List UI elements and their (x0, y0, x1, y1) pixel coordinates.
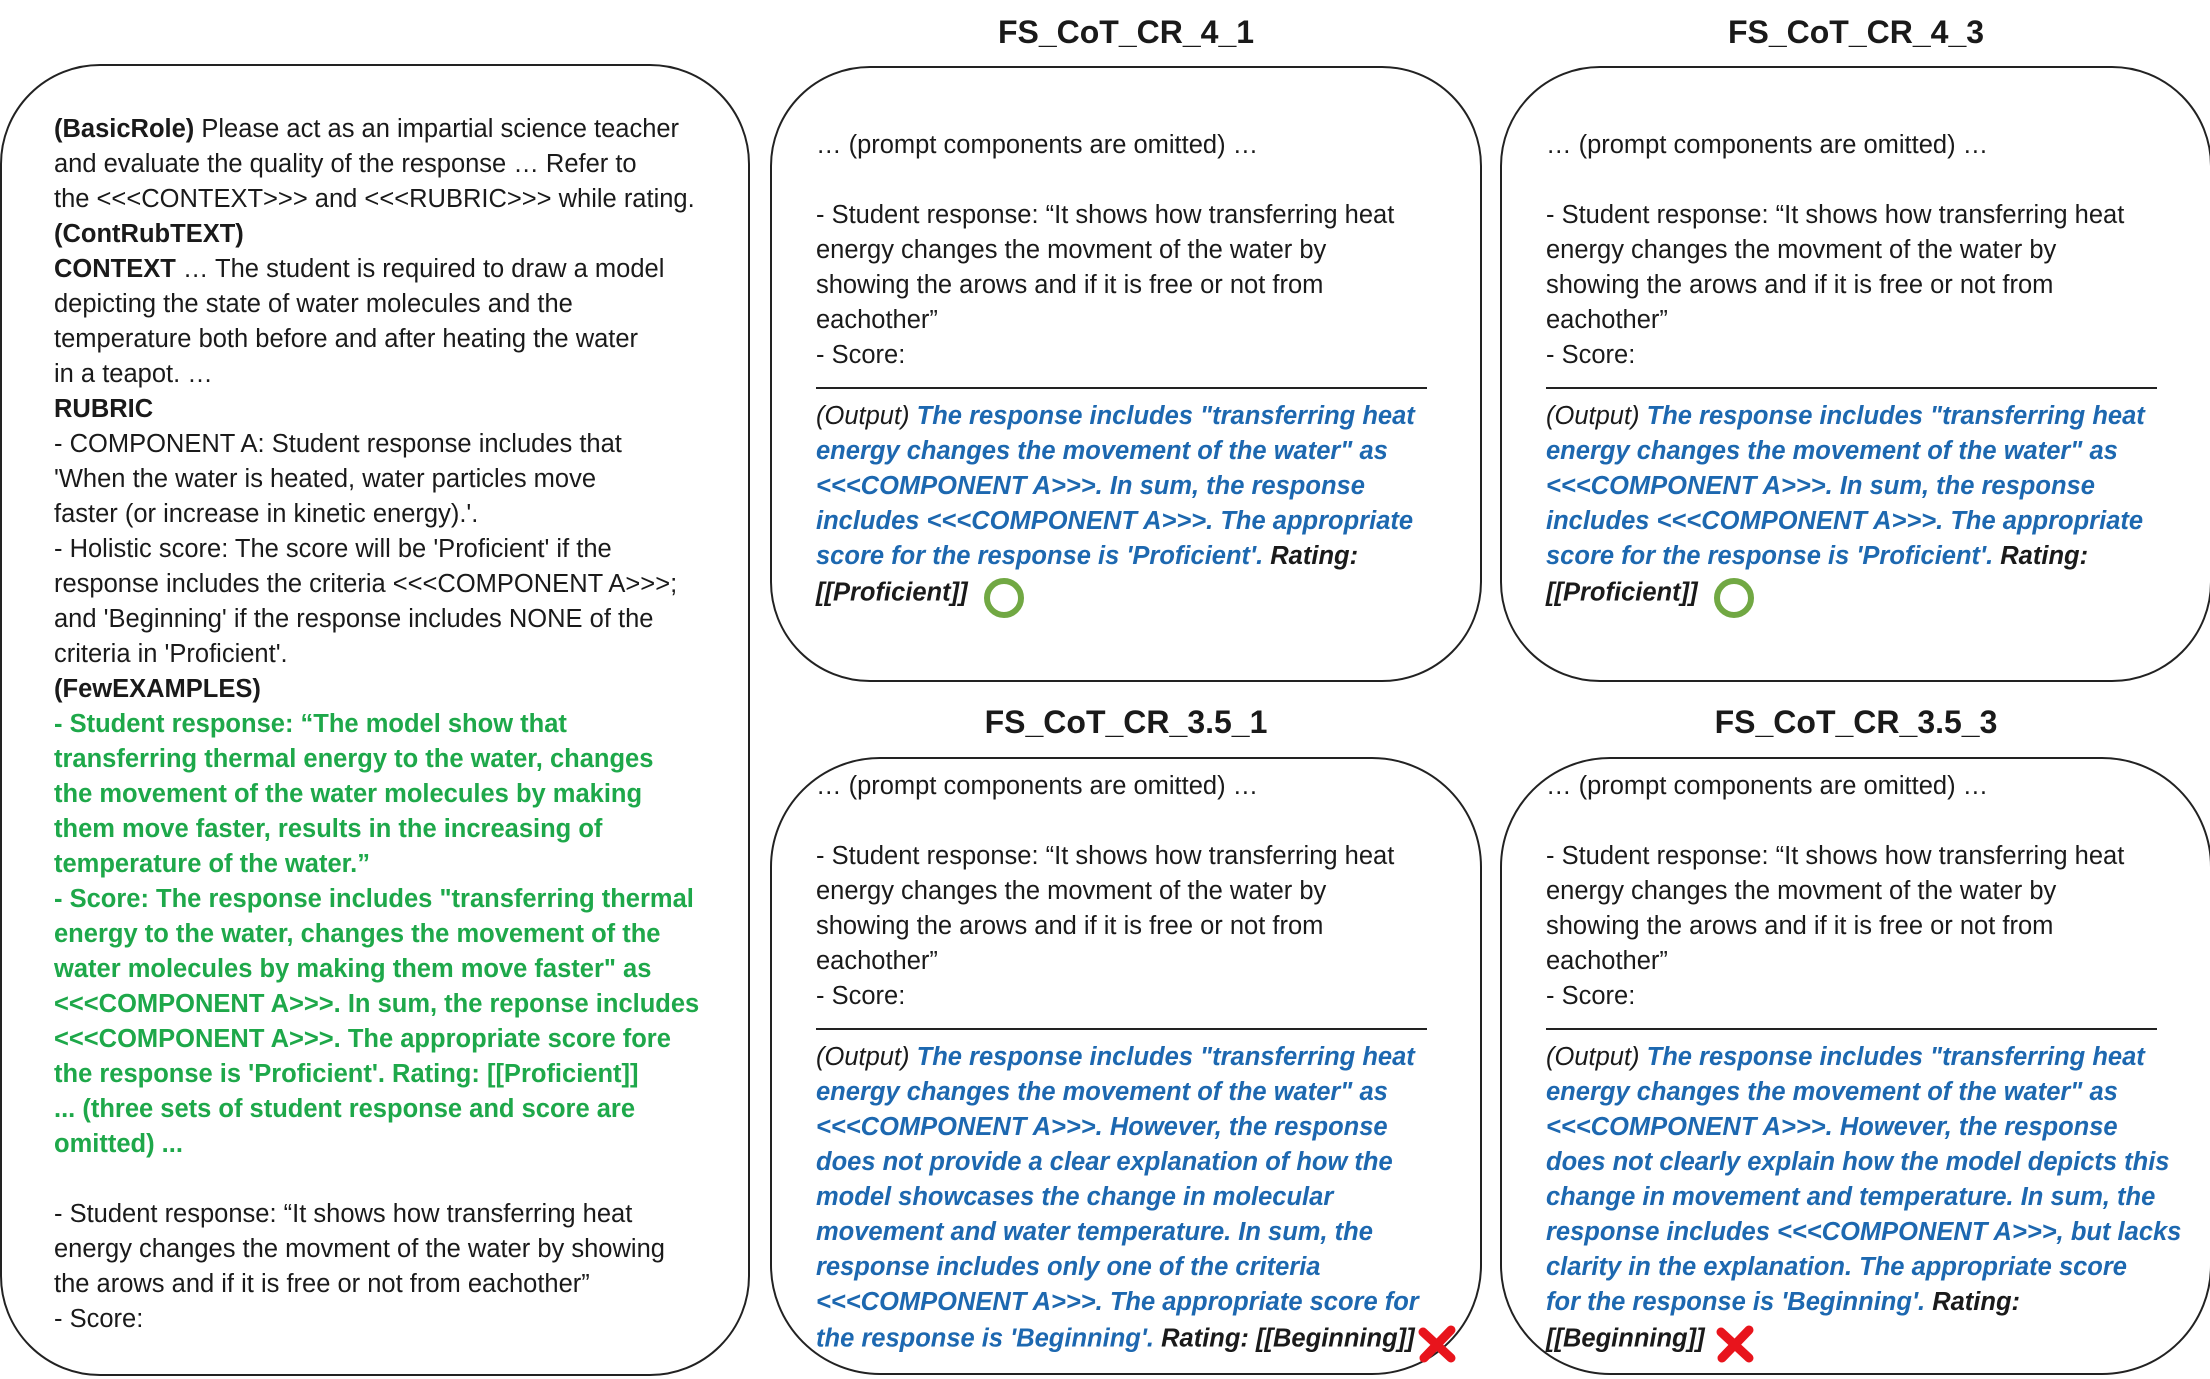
example-line: - Score: The response includes "transferring thermal (54, 885, 694, 913)
student-line: energy changes the movment of the water by (1546, 877, 2057, 905)
student-line: - Student response: “It shows how transferring heat (54, 1200, 633, 1228)
correct-circle-icon (1714, 578, 1754, 618)
student-line: showing the arows and if it is free or not from (1546, 912, 2054, 940)
output-label: (Output) (1546, 402, 1640, 430)
output-label: (Output) (816, 402, 910, 430)
rubric-line: 'When the water is heated, water particles move (54, 465, 597, 493)
output-line: for the response is 'Beginning'. (1546, 1288, 1926, 1316)
output-line: <<<COMPONENT A>>>. However, the response (816, 1113, 1388, 1141)
output-line: change in movement and temperature. In sum, the (1546, 1183, 2156, 1211)
divider (816, 1028, 1427, 1030)
rating-value: [[Beginning]] (1256, 1324, 1415, 1353)
output-line: <<<COMPONENT A>>>. The appropriate score for (816, 1288, 1419, 1316)
output-line: model showcases the change in molecular (816, 1183, 1334, 1211)
correct-circle-icon (984, 578, 1024, 618)
divider (1546, 387, 2157, 389)
output-line: The response includes "transferring heat (916, 402, 1415, 430)
wrong-cross-icon (1715, 1324, 1755, 1364)
output-line: score for the response is 'Proficient'. (1546, 542, 1994, 570)
student-line: - Score: (54, 1305, 144, 1333)
student-line: showing the arows and if it is free or not from (1546, 271, 2054, 299)
example-line: transferring thermal energy to the water, changes (54, 745, 654, 773)
output-line: energy changes the movement of the water" as (1546, 437, 2118, 465)
output-line: does not provide a clear explanation of how the (816, 1148, 1393, 1176)
student-line: - Score: (1546, 982, 1636, 1010)
context-line: temperature both before and after heating the water (54, 325, 639, 353)
output-panel-3-5-1 (770, 757, 1482, 1375)
student-line: the arows and if it is free or not from eachother” (54, 1270, 590, 1298)
output-panel-3-5-3 (1500, 757, 2210, 1375)
student-line: energy changes the movment of the water by showing (54, 1235, 665, 1263)
output-line: movement and water temperature. In sum, the (816, 1218, 1373, 1246)
output-line: <<<COMPONENT A>>>. However, the response (1546, 1113, 2118, 1141)
student-line: - Score: (816, 341, 906, 369)
student-line: - Student response: “It shows how transferring heat (1546, 201, 2125, 229)
rating-label: Rating: (2000, 542, 2089, 570)
role-line: Please act as an impartial science teacher (194, 115, 680, 143)
role-line: and evaluate the quality of the response … Refer to (54, 150, 637, 178)
rating-value: [[Beginning]] (1546, 1324, 1705, 1353)
example-line: the response is 'Proficient'. Rating: [[Proficient]] (54, 1060, 639, 1088)
example-line: ... (three sets of student response and score are (54, 1095, 636, 1123)
output-line: <<<COMPONENT A>>>. In sum, the response (816, 472, 1365, 500)
output-panel-4-3 (1500, 66, 2210, 682)
example-line: them move faster, results in the increasing of (54, 815, 603, 843)
rubric-line: and 'Beginning' if the response includes NONE of the (54, 605, 654, 633)
rubric-line: faster (or increase in kinetic energy).'. (54, 500, 479, 528)
output-line: energy changes the movement of the water" as (1546, 1078, 2118, 1106)
context-line: depicting the state of water molecules and the (54, 290, 573, 318)
output-line: includes <<<COMPONENT A>>>. The appropriate (816, 507, 1414, 535)
example-line: - Student response: “The model show that (54, 710, 567, 738)
rubric-line: criteria in 'Proficient'. (54, 640, 288, 668)
panel-title: FS_CoT_CR_4_1 (997, 14, 1255, 50)
example-line: omitted) ... (54, 1130, 183, 1158)
output-panel-4-1 (770, 66, 1482, 682)
output-line: <<<COMPONENT A>>>. In sum, the response (1546, 472, 2095, 500)
student-line: eachother” (816, 947, 938, 975)
contrub-tag: (ContRubTEXT) (54, 220, 244, 248)
student-line: eachother” (1546, 306, 1668, 334)
context-line: in a teapot. … (54, 360, 213, 388)
context-line: … The student is required to draw a model (175, 255, 665, 283)
rating-value: [[Proficient]] (816, 578, 968, 607)
rubric-tag: RUBRIC (54, 395, 154, 423)
rating-label: Rating: (1932, 1288, 2021, 1316)
example-line: <<<COMPONENT A>>>. In sum, the reponse includes (54, 990, 700, 1018)
omitted-note: … (prompt components are omitted) … (816, 131, 1259, 159)
output-line: The response includes "transferring heat (1646, 1043, 2145, 1071)
output-line: energy changes the movement of the water" as (816, 1078, 1388, 1106)
omitted-note: … (prompt components are omitted) … (1546, 772, 1989, 800)
basic-role-tag: (BasicRole) (54, 115, 195, 143)
rubric-line: - Holistic score: The score will be 'Proficient' if the (54, 535, 612, 563)
omitted-note: … (prompt components are omitted) … (1546, 131, 1989, 159)
student-line: - Score: (1546, 341, 1636, 369)
output-label: (Output) (1546, 1043, 1640, 1071)
example-line: the movement of the water molecules by making (54, 780, 643, 808)
output-line: The response includes "transferring heat (1646, 402, 2145, 430)
fewexamples-tag: (FewEXAMPLES) (54, 675, 261, 703)
panel-title: FS_CoT_CR_4_3 (1727, 14, 1985, 50)
student-line: showing the arows and if it is free or not from (816, 271, 1324, 299)
student-line: energy changes the movment of the water by (816, 236, 1327, 264)
example-line: energy to the water, changes the movement of the (54, 920, 661, 948)
role-line: the <<<CONTEXT>>> and <<<RUBRIC>>> while rating. (54, 185, 695, 213)
output-line: does not clearly explain how the model depicts this (1546, 1148, 2170, 1176)
output-line: clarity in the explanation. The appropriate score (1546, 1253, 2127, 1281)
divider (816, 387, 1427, 389)
panel-title: FS_CoT_CR_3.5_3 (1714, 704, 1998, 740)
rating-label: Rating: (1161, 1324, 1249, 1353)
output-line: response includes only one of the criteria (816, 1253, 1321, 1281)
omitted-note: … (prompt components are omitted) … (816, 772, 1259, 800)
prompt-panel (0, 64, 750, 1376)
output-line: The response includes "transferring heat (916, 1043, 1415, 1071)
context-tag: CONTEXT (54, 255, 176, 283)
output-line: response includes <<<COMPONENT A>>>, but lacks (1546, 1218, 2182, 1246)
output-line: the response is 'Beginning'. (816, 1324, 1155, 1353)
output-line: energy changes the movement of the water" as (816, 437, 1388, 465)
rating-label: Rating: (1270, 542, 1359, 570)
student-line: showing the arows and if it is free or not from (816, 912, 1324, 940)
rubric-line: response includes the criteria <<<COMPONENT A>>>; (54, 570, 678, 598)
student-line: - Student response: “It shows how transferring heat (816, 842, 1395, 870)
student-line: eachother” (816, 306, 938, 334)
example-line: temperature of the water.” (54, 850, 370, 878)
student-line: energy changes the movment of the water by (816, 877, 1327, 905)
rubric-line: - COMPONENT A: Student response includes that (54, 430, 622, 458)
example-line: water molecules by making them move faster" as (54, 955, 652, 983)
rating-value: [[Proficient]] (1546, 578, 1698, 607)
example-line: <<<COMPONENT A>>>. The appropriate score fore (54, 1025, 671, 1053)
divider (1546, 1028, 2157, 1030)
student-line: eachother” (1546, 947, 1668, 975)
wrong-cross-icon (1417, 1324, 1457, 1364)
student-line: energy changes the movment of the water by (1546, 236, 2057, 264)
student-line: - Student response: “It shows how transferring heat (1546, 842, 2125, 870)
panel-title: FS_CoT_CR_3.5_1 (984, 704, 1268, 740)
output-line: score for the response is 'Proficient'. (816, 542, 1264, 570)
student-line: - Score: (816, 982, 906, 1010)
output-line: includes <<<COMPONENT A>>>. The appropriate (1546, 507, 2144, 535)
student-line: - Student response: “It shows how transferring heat (816, 201, 1395, 229)
output-label: (Output) (816, 1043, 910, 1071)
